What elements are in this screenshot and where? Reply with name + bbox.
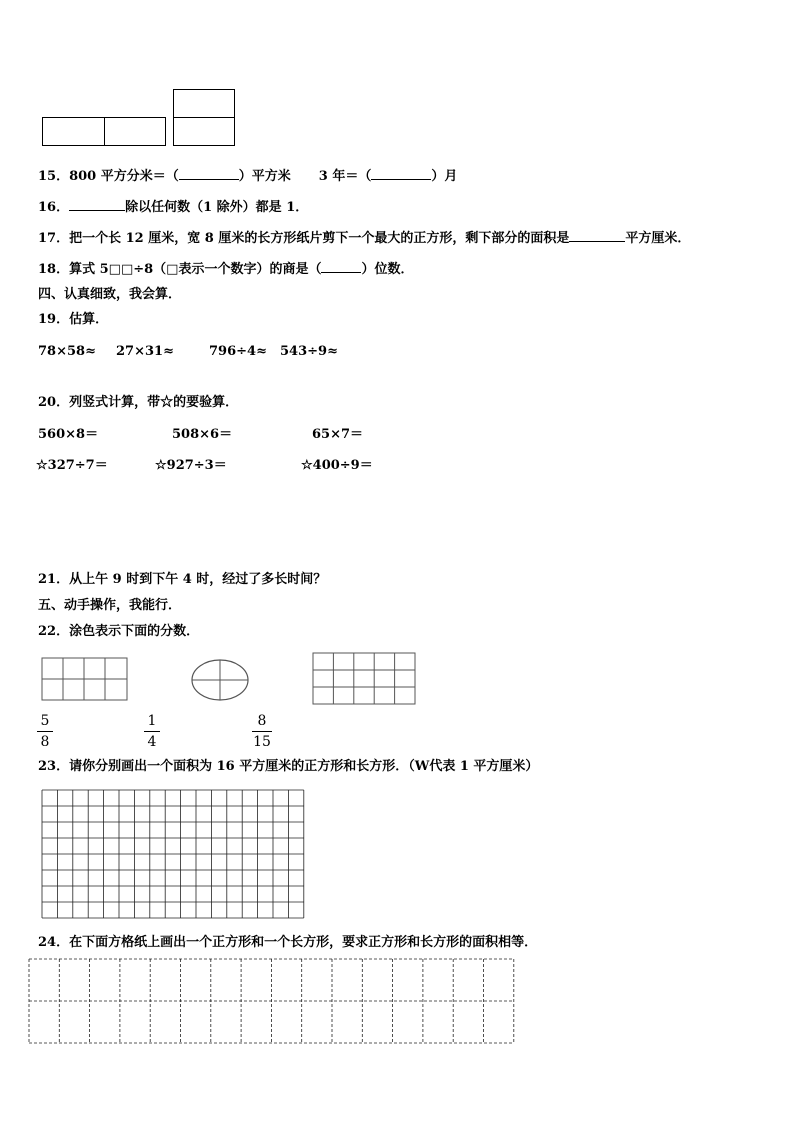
calc-item: ☆400÷9＝ [301,458,373,473]
dashed-grid-paper[interactable] [28,958,516,1046]
calc-item: 65×7＝ [312,427,364,442]
section-4-heading: 四、认真细致，我会算． [38,287,182,302]
fraction-5-8: 5 8 [37,713,53,750]
question-17: 17．把一个长 12 厘米，宽 8 厘米的长方形纸片剪下一个最大的正方形，剩下部分的面积是 平方厘米． [38,231,691,246]
answer-blank[interactable] [569,229,625,242]
calc-item: 560×8＝ [38,427,99,442]
calc-item: 508×6＝ [172,427,233,442]
question-20: 20．列竖式计算，带☆的要验算． [38,395,239,410]
ellipse-figure[interactable] [190,658,252,704]
question-18: 18．算式 5□□÷8（□表示一个数字）的商是（ ）位数． [38,262,414,277]
section-5-heading: 五、动手操作，我能行． [38,598,182,613]
question-15: 15．800 平方分米＝（ ）平方米 3 年＝（ ）月 [38,169,458,184]
estimate-item: 78×58≈ [38,344,96,359]
estimate-item: 796÷4≈ [209,344,267,359]
question-22: 22．涂色表示下面的分数． [38,624,200,639]
grid-3x5-figure[interactable] [312,652,418,706]
calc-item: ☆327÷7＝ [36,458,108,473]
square-grid-paper[interactable] [41,789,305,921]
answer-blank[interactable] [179,167,239,180]
grid-2x4-figure[interactable] [41,657,131,703]
answer-blank[interactable] [69,198,125,211]
fraction-8-15: 8 15 [253,713,271,750]
fraction-1-4: 1 4 [144,713,160,750]
calc-item: ☆927÷3＝ [155,458,227,473]
question-19: 19．估算． [38,312,109,327]
question-21: 21．从上午 9 时到下午 4 时，经过了多长时间？ [38,572,327,587]
question-16: 16． 除以任何数（1 除外）都是 1． [38,200,309,215]
answer-blank[interactable] [321,260,361,273]
estimate-item: 27×31≈ [116,344,174,359]
estimate-item: 543÷9≈ [280,344,338,359]
question-23: 23．请你分别画出一个面积为 16 平方厘米的正方形和长方形．（W代表 1 平方厘米） [38,759,539,774]
question-24: 24．在下面方格纸上画出一个正方形和一个长方形，要求正方形和长方形的面积相等． [38,935,538,950]
answer-blank[interactable] [371,167,431,180]
